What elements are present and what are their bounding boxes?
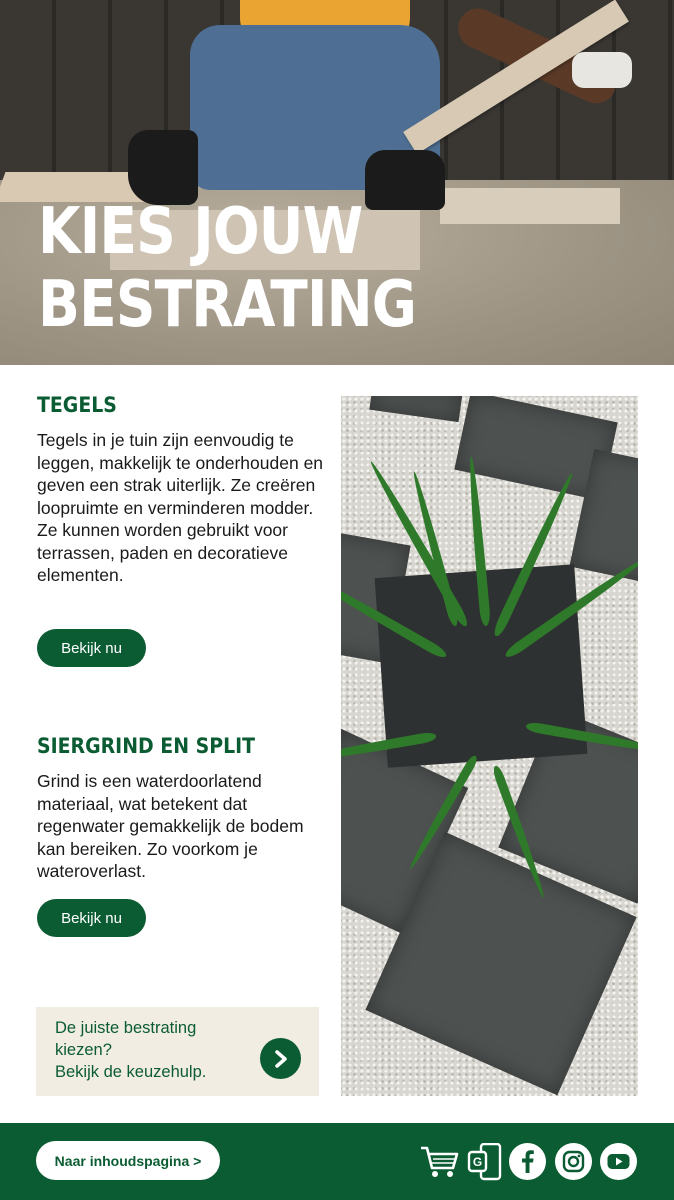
section-body-tegels: Tegels in je tuin zijn eenvoudig te leggen, makkelijk te onderhouden en geven een strak uiterlijk. Ze creëren loopruimte en verminderen modder. Ze kunnen worden gebruikt voor terrassen, paden en decoratieve elementen.: [37, 430, 324, 585]
hero-tile: [440, 188, 620, 224]
hero-worker-glove: [572, 52, 632, 88]
hero-worker-boot: [128, 130, 198, 205]
keuzehulp-text: [55, 1017, 255, 1083]
hero-title-line2: BESTRATING: [38, 268, 417, 342]
shopping-cart-icon[interactable]: [419, 1143, 461, 1180]
facebook-icon[interactable]: [509, 1143, 546, 1180]
bekijk-nu-button-siergrind[interactable]: Bekijk nu: [37, 899, 146, 937]
keuzehulp-box[interactable]: [36, 1007, 319, 1096]
chevron-right-icon[interactable]: [260, 1038, 301, 1079]
instagram-icon[interactable]: [555, 1143, 592, 1180]
naar-inhoudspagina-button[interactable]: Naar inhoudspagina >: [36, 1141, 220, 1180]
section-body-siergrind: Grind is een waterdoorlatend materiaal, wat betekent dat regenwater gemakkelijk de bodem kan bereiken. Zo voorkom je wateroverlast.: [37, 771, 304, 881]
youtube-icon[interactable]: [600, 1143, 637, 1180]
keuzehulp-line1: De juiste bestrating: [55, 1019, 197, 1037]
keuzehulp-line3: Bekijk de keuzehulp.: [55, 1063, 207, 1081]
hero-banner: [0, 0, 674, 365]
svg-text:G: G: [472, 1154, 482, 1169]
hero-title-line1: KIES JOUW: [38, 195, 363, 269]
footer-bar: [0, 1123, 674, 1200]
section-title-tegels: TEGELS: [37, 393, 117, 417]
paving-stones-gravel-photo: [341, 396, 638, 1096]
hero-title: [38, 196, 416, 342]
mobile-app-icon[interactable]: [466, 1143, 503, 1180]
section-title-siergrind: SIERGRIND EN SPLIT: [37, 734, 256, 758]
bekijk-nu-button-tegels[interactable]: Bekijk nu: [37, 629, 146, 667]
keuzehulp-line2: kiezen?: [55, 1041, 112, 1059]
